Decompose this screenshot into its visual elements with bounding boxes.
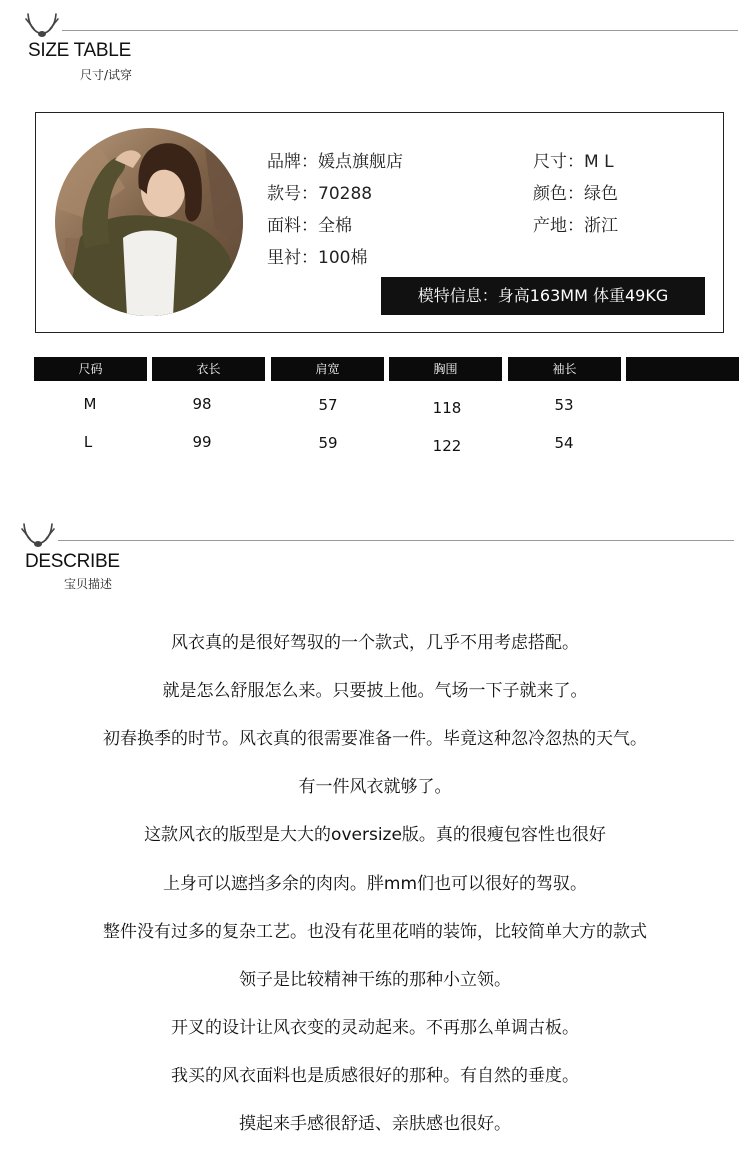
model-photo [55, 128, 243, 316]
describe-title: DESCRIBE [25, 551, 120, 572]
description-line: 整件没有过多的复杂工艺。也没有花里花哨的装饰，比较简单大方的款式 [103, 922, 647, 942]
section-divider [58, 540, 734, 541]
table-cell: 54 [554, 434, 574, 452]
section-divider [62, 30, 738, 31]
table-cell: 118 [432, 399, 462, 417]
description-line: 开叉的设计让风衣变的灵动起来。不再那么单调古板。 [171, 1018, 579, 1038]
brand-field: 品牌：媛点旗舰店 [267, 152, 403, 172]
antler-logo-icon [20, 518, 56, 550]
table-header-chest: 胸围 [389, 357, 502, 381]
description-line: 领子是比较精神干练的那种小立领。 [239, 970, 511, 990]
table-header-shoulder: 肩宽 [271, 357, 384, 381]
table-cell: M [83, 395, 97, 413]
origin-field: 产地：浙江 [533, 216, 618, 236]
description-line: 有一件风衣就够了。 [298, 777, 452, 797]
sizes-field: 尺寸：M L [533, 152, 614, 172]
model-info-bar: 模特信息：身高163MM 体重49KG [381, 277, 705, 315]
table-cell: 99 [192, 433, 212, 451]
table-cell: 59 [318, 434, 338, 452]
description-line: 就是怎么舒服怎么来。只要披上他。气场一下子就来了。 [162, 681, 588, 701]
table-cell: L [83, 433, 93, 451]
size-table-title: SIZE TABLE [28, 40, 131, 61]
description-line: 上身可以遮挡多余的肉肉。胖mm们也可以很好的驾驭。 [162, 874, 588, 894]
table-header-empty [626, 357, 739, 381]
describe-subtitle: 宝贝描述 [64, 577, 113, 591]
description-line: 初春换季的时节。风衣真的很需要准备一件。毕竟这种忽冷忽热的天气。 [103, 729, 647, 749]
size-table-subtitle: 尺寸/试穿 [80, 68, 133, 82]
model-number-field: 款号：70288 [267, 184, 373, 204]
table-header-sleeve: 袖长 [508, 357, 621, 381]
table-header-size: 尺码 [34, 357, 147, 381]
fabric-field: 面料：全棉 [267, 216, 352, 236]
table-cell: 53 [554, 396, 574, 414]
table-cell: 98 [192, 395, 212, 413]
color-field: 颜色：绿色 [533, 184, 618, 204]
description-line: 这款风衣的版型是大大的oversize版。真的很瘦包容性也很好 [144, 825, 606, 845]
description-line: 风衣真的是很好驾驭的一个款式，几乎不用考虑搭配。 [171, 633, 579, 653]
description-line: 摸起来手感很舒适、亲肤感也很好。 [239, 1114, 511, 1134]
antler-logo-icon [24, 8, 60, 40]
table-header-length: 衣长 [152, 357, 265, 381]
table-cell: 122 [432, 437, 462, 455]
lining-field: 里衬：100棉 [267, 248, 368, 268]
product-info-card [35, 112, 724, 333]
table-cell: 57 [318, 396, 338, 414]
description-line: 我买的风衣面料也是质感很好的那种。有自然的垂度。 [171, 1066, 579, 1086]
